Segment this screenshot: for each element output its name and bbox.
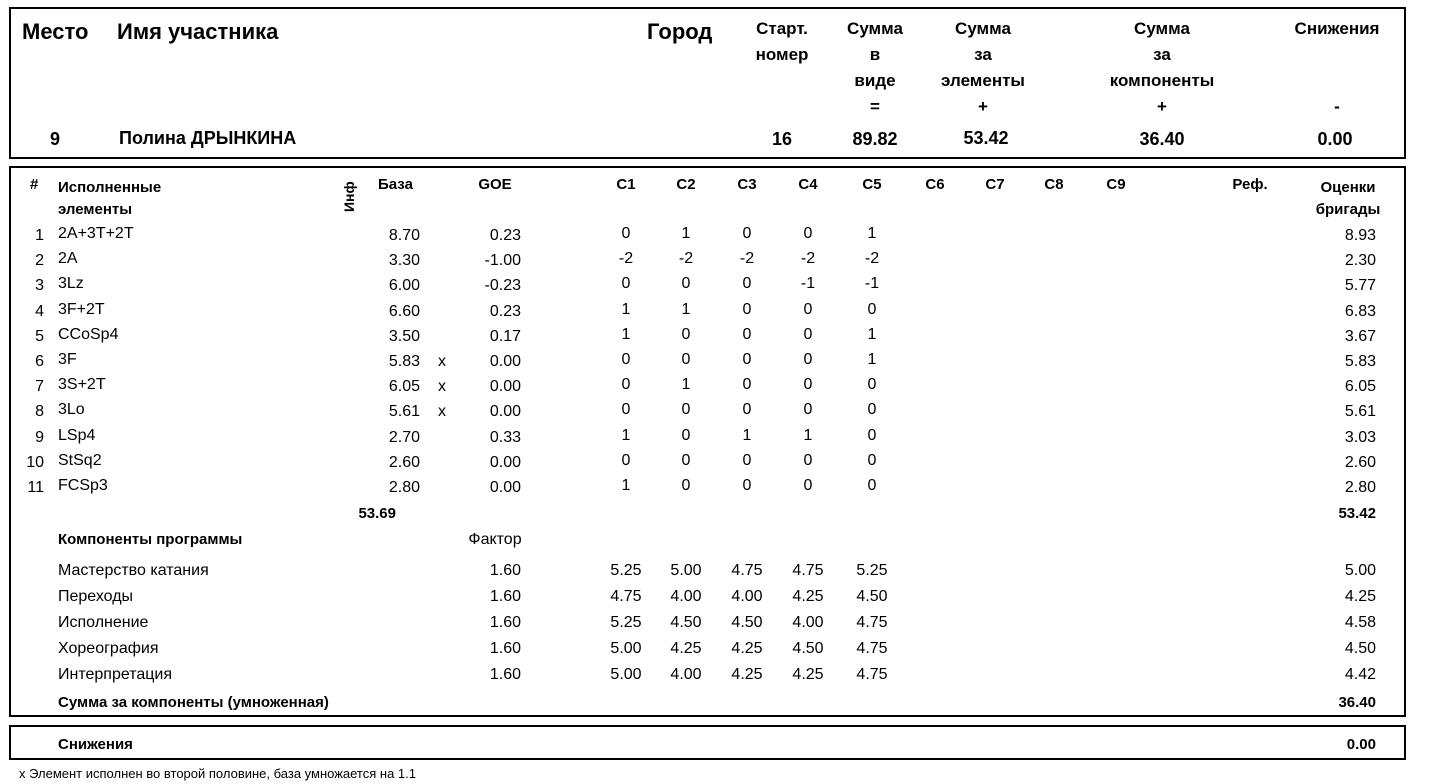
element-panel-score: 3.03 [1344,428,1376,446]
skater-elements-score: 53.42 [963,128,1009,148]
element-number: 6 [35,353,44,370]
element-judge-mark: 1 [681,376,691,394]
element-goe: -0.23 [484,277,521,295]
element-base-value: 5.83 [388,353,420,370]
element-judge-mark: 1 [681,225,691,242]
component-judge-mark: 4.00 [731,588,763,605]
components-total-label: Сумма за компоненты (умноженная) [58,694,329,711]
element-panel-score: 2.80 [1344,479,1376,496]
element-goe: 0.00 [489,403,521,421]
elements-score-header-line: Сумма [955,19,1011,38]
element-judge-mark: 0 [742,451,752,469]
element-judge-mark: 0 [867,401,877,419]
element-judge-mark: 0 [742,477,752,494]
component-judge-mark: 4.25 [731,666,763,683]
element-goe: 0.00 [489,453,521,471]
elements-score-header [941,16,1025,120]
col-num-header: # [30,176,39,193]
element-code: CCoSp4 [58,325,119,343]
elements-score-total: 53.42 [1338,505,1376,522]
element-number: 9 [35,428,44,446]
col-judge-header-c8: C8 [1044,176,1064,193]
element-judge-mark: -2 [739,250,755,268]
element-judge-mark: 0 [803,401,813,419]
component-judge-mark: 4.50 [731,614,763,631]
element-judge-mark: 0 [867,300,877,318]
deductions-header [1295,16,1380,120]
element-judge-mark: 0 [742,351,752,368]
element-judge-mark: 0 [621,401,631,419]
component-panel-score: 4.50 [1344,640,1376,657]
col-judge-header-c7: C7 [985,176,1005,193]
element-goe: 0.17 [489,327,521,345]
element-panel-score: 5.83 [1344,353,1376,370]
skater-place: 9 [50,129,61,149]
name-header: Имя участника [117,19,279,44]
component-panel-score: 4.42 [1344,666,1376,683]
skater-name: Полина ДРЫНКИНА [119,128,297,148]
elements-score-header-line: элементы [941,71,1025,90]
components-score-header [1110,16,1215,120]
element-number: 2 [35,252,44,270]
element-judge-mark: 0 [621,451,631,469]
total-score-header-line: в [869,45,881,64]
deductions-box [9,725,1406,760]
component-judge-mark: 4.75 [856,666,888,683]
element-number: 4 [35,302,44,320]
components-title: Компоненты программы [58,531,243,548]
element-judge-mark: -1 [800,275,816,293]
element-judge-mark: 0 [681,477,691,494]
component-judge-mark: 5.00 [610,640,642,657]
element-number: 7 [35,378,44,396]
component-panel-score: 4.25 [1344,588,1376,605]
element-number: 1 [35,227,44,244]
element-judge-mark: 0 [621,225,631,242]
elements-score-header-line: за [974,45,992,64]
element-number: 3 [35,277,44,295]
footnote: x Элемент исполнен во второй половине, база умножается на 1.1 [19,766,416,781]
element-code: 3S+2T [58,376,106,394]
element-base-value: 2.80 [388,479,420,496]
element-panel-score: 5.61 [1344,403,1376,421]
element-judge-mark: 0 [803,451,813,469]
element-judge-mark: -2 [678,250,694,268]
element-goe: -1.00 [484,252,521,270]
elements-score-header-line: + [978,97,988,116]
component-factor: 1.60 [489,614,521,631]
element-judge-mark: 1 [621,300,631,318]
components-total-value: 36.40 [1338,694,1376,711]
place-header: Место [22,19,89,44]
col-goe-header: GOE [478,176,512,193]
base-value-total: 53.69 [358,505,396,522]
element-panel-score: 2.30 [1344,252,1376,270]
element-goe: 0.23 [489,227,521,244]
element-code: LSp4 [58,426,96,444]
component-judge-mark: 4.25 [731,640,763,657]
element-info-flag: x [438,353,446,370]
element-judge-mark: -2 [618,250,634,268]
col-judge-header-c3: C3 [737,176,757,193]
element-judge-mark: 0 [742,376,752,394]
element-judge-mark: 0 [803,225,813,242]
col-judge-header-c4: C4 [798,176,818,193]
element-judge-mark: 1 [803,426,813,444]
element-goe: 0.23 [489,302,521,320]
col-elements-header-line: Исполненные [58,179,162,196]
component-judge-mark: 4.75 [792,562,824,579]
deductions-header-line [1295,42,1380,68]
component-judge-mark: 4.00 [670,588,702,605]
element-base-value: 6.60 [388,302,420,320]
col-elements-header [58,177,161,221]
element-judge-mark: 0 [803,376,813,394]
skater-components-score: 36.40 [1139,129,1185,149]
col-judge-header-c2: C2 [676,176,696,193]
element-judge-mark: 0 [681,401,691,419]
component-judge-mark: 4.50 [670,614,702,631]
skater-total-score: 89.82 [852,129,898,149]
component-name: Мастерство катания [58,562,209,579]
component-judge-mark: 4.75 [731,562,763,579]
component-judge-mark: 5.25 [610,614,642,631]
col-elements-header-line: элементы [58,201,133,218]
components-score-header-line: + [1157,97,1167,116]
start-number-header [756,16,809,68]
col-ref-header: Реф. [1232,176,1268,193]
factor-header: Фактор [468,531,522,548]
component-judge-mark: 4.75 [610,588,642,605]
col-base-header: База [378,176,413,193]
element-goe: 0.00 [489,378,521,396]
element-code: StSq2 [58,451,102,469]
element-judge-mark: 0 [803,351,813,368]
skater-start-number: 16 [771,129,793,149]
element-code: 2A [58,250,78,268]
element-judge-mark: 1 [621,477,631,494]
element-code: 3F [58,351,77,368]
element-judge-mark: 0 [742,275,752,293]
element-code: 3Lz [58,275,84,293]
element-code: 3Lo [58,401,85,419]
element-goe: 0.00 [489,353,521,370]
component-name: Интерпретация [58,666,173,683]
component-factor: 1.60 [489,588,521,605]
element-code: 3F+2T [58,300,105,318]
deductions-header-line: Снижения [1294,19,1380,38]
deductions-header-line: - [1334,97,1340,116]
element-judge-mark: 0 [621,351,631,368]
element-judge-mark: 1 [867,351,877,368]
element-base-value: 3.50 [388,327,420,345]
component-judge-mark: 5.00 [610,666,642,683]
element-info-flag: x [438,378,446,396]
element-code: 2A+3T+2T [58,225,134,242]
element-panel-score: 6.05 [1344,378,1376,396]
component-panel-score: 5.00 [1344,562,1376,579]
col-judge-header-c6: C6 [925,176,945,193]
element-panel-score: 6.83 [1344,302,1376,320]
element-judge-mark: 1 [621,426,631,444]
element-judge-mark: 0 [681,325,691,343]
element-judge-mark: 0 [742,225,752,242]
col-judge-header-c5: C5 [862,176,882,193]
deductions-value: 0.00 [1346,736,1376,753]
col-panel-score-header [1316,177,1381,221]
total-score-header-line: виде [854,71,896,90]
component-name: Исполнение [58,614,149,631]
col-panel-score-header-line: Оценки [1320,179,1376,196]
element-base-value: 3.30 [388,252,420,270]
element-goe: 0.00 [489,479,521,496]
element-base-value: 6.05 [388,378,420,396]
component-judge-mark: 4.50 [856,588,888,605]
element-judge-mark: 1 [681,300,691,318]
component-judge-mark: 4.25 [670,640,702,657]
element-judge-mark: 0 [621,275,631,293]
element-judge-mark: 0 [742,300,752,318]
element-judge-mark: 1 [867,325,877,343]
element-base-value: 2.70 [388,428,420,446]
component-name: Переходы [58,588,134,605]
element-judge-mark: 0 [742,401,752,419]
col-judge-header-c9: C9 [1106,176,1126,193]
element-judge-mark: -2 [864,250,880,268]
element-judge-mark: -2 [800,250,816,268]
total-score-header-line: Сумма [847,19,903,38]
element-judge-mark: 0 [867,477,877,494]
deductions-label: Снижения [58,736,133,753]
element-judge-mark: 0 [803,477,813,494]
component-judge-mark: 4.00 [670,666,702,683]
element-panel-score: 8.93 [1344,227,1376,244]
element-judge-mark: -1 [864,275,880,293]
element-judge-mark: 0 [742,325,752,343]
element-panel-score: 2.60 [1344,453,1376,471]
element-judge-mark: 0 [867,376,877,394]
element-panel-score: 3.67 [1344,327,1376,345]
element-base-value: 5.61 [388,403,420,421]
component-judge-mark: 4.25 [792,666,824,683]
component-factor: 1.60 [489,640,521,657]
component-judge-mark: 5.25 [610,562,642,579]
components-score-header-line: за [1153,45,1171,64]
element-panel-score: 5.77 [1344,277,1376,295]
element-judge-mark: 0 [681,426,691,444]
element-number: 8 [35,403,44,421]
element-judge-mark: 1 [867,225,877,242]
element-number: 5 [35,327,44,345]
element-judge-mark: 1 [742,426,752,444]
col-info-header: Инф [341,181,357,212]
component-panel-score: 4.58 [1344,614,1376,631]
element-number: 10 [26,453,44,471]
col-panel-score-header-line: бригады [1315,201,1381,218]
component-judge-mark: 5.00 [670,562,702,579]
component-judge-mark: 4.25 [792,588,824,605]
component-judge-mark: 4.75 [856,614,888,631]
start-number-header-line: номер [755,45,809,64]
components-score-header-line: компоненты [1109,71,1215,90]
component-judge-mark: 4.75 [856,640,888,657]
deductions-header-line [1295,68,1380,94]
city-header: Город [647,19,713,44]
total-score-header [847,16,903,120]
skater-deductions: 0.00 [1317,129,1353,149]
element-info-flag: x [438,403,446,421]
element-judge-mark: 1 [621,325,631,343]
element-base-value: 6.00 [388,277,420,295]
element-judge-mark: 0 [803,300,813,318]
element-number: 11 [27,479,44,496]
element-judge-mark: 0 [621,376,631,394]
component-name: Хореография [58,640,159,657]
component-judge-mark: 4.00 [792,614,824,631]
element-judge-mark: 0 [867,426,877,444]
element-judge-mark: 0 [803,325,813,343]
component-factor: 1.60 [489,666,521,683]
component-judge-mark: 5.25 [856,562,888,579]
component-factor: 1.60 [489,562,521,579]
components-score-header-line: Сумма [1134,19,1190,38]
element-base-value: 8.70 [388,227,420,244]
start-number-header-line: Старт. [756,19,808,38]
element-judge-mark: 0 [681,275,691,293]
element-base-value: 2.60 [388,453,420,471]
component-judge-mark: 4.50 [792,640,824,657]
details-box [9,166,1406,717]
element-judge-mark: 0 [867,451,877,469]
element-judge-mark: 0 [681,351,691,368]
element-code: FCSp3 [58,477,108,494]
element-goe: 0.33 [489,428,521,446]
element-judge-mark: 0 [681,451,691,469]
total-score-header-line: = [870,97,880,116]
col-judge-header-c1: C1 [616,176,636,193]
